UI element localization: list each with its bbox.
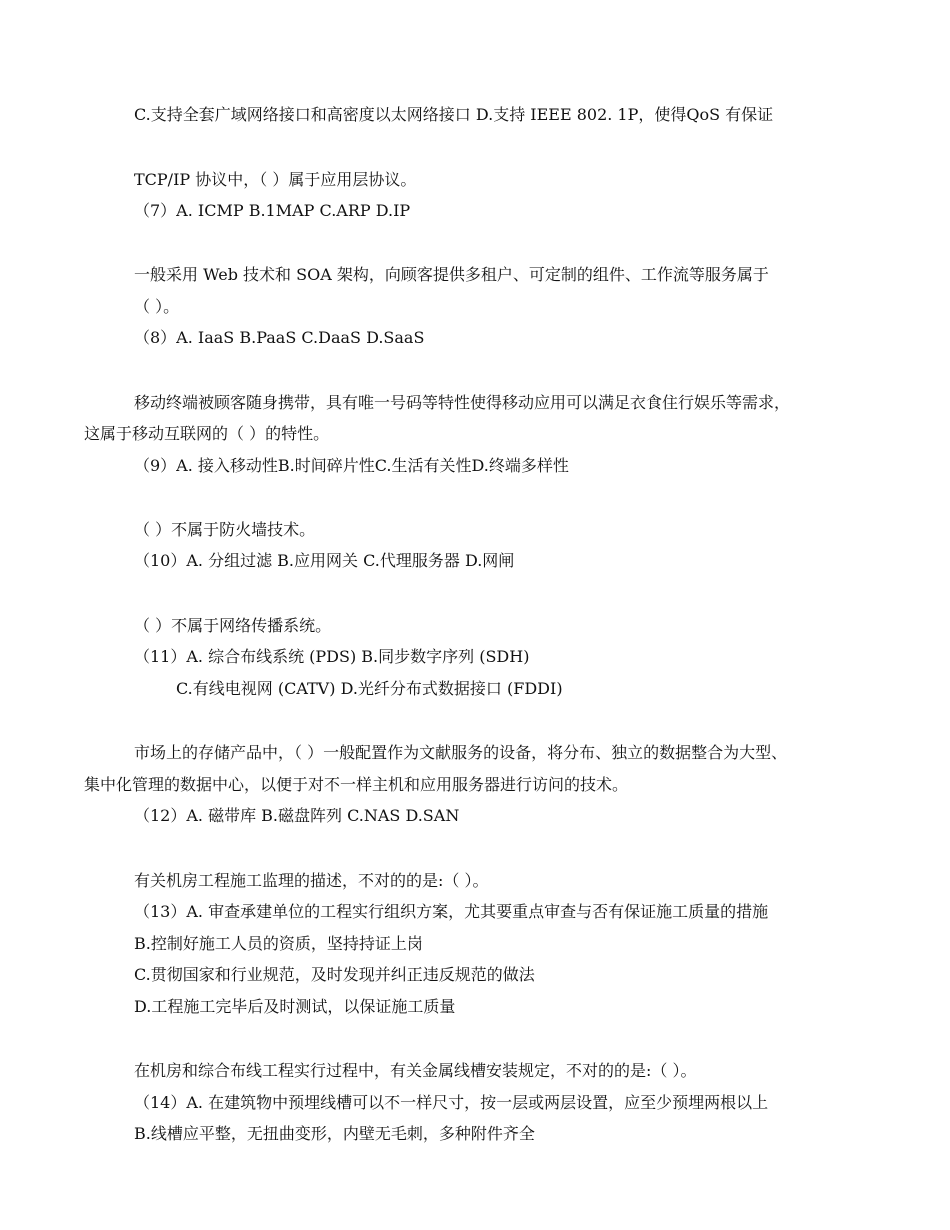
question-stem: （ ）不属于网络传播系统。 (134, 616, 332, 635)
question-options: （13）A. 审查承建单位的工程实行组织方案，尤其要重点审查与否有保证施工质量的措施 (134, 902, 769, 921)
question-stem: 市场上的存储产品中，（ ）一般配置作为文献服务的设备，将分布、独立的数据整合为大型、 (134, 743, 788, 762)
question-stem: 集中化管理的数据中心，以便于对不一样主机和应用服务器进行访问的技术。 (84, 775, 629, 794)
question-options: （12）A. 磁带库 B.磁盘阵列 C.NAS D.SAN (134, 806, 460, 825)
question-options: B.线槽应平整，无扭曲变形，内壁无毛刺，多种附件齐全 (134, 1124, 535, 1143)
question-options: （10）A. 分组过滤 B.应用网关 C.代理服务器 D.网闸 (134, 551, 515, 570)
question-stem: 有关机房工程施工监理的描述，不对的的是:（ ）。 (134, 871, 489, 890)
question-options: （14）A. 在建筑物中预埋线槽可以不一样尺寸，按一层或两层设置，应至少预埋两根以上 (134, 1093, 769, 1112)
question-options: B.控制好施工人员的资质，坚持持证上岗 (134, 934, 423, 953)
question-options: （11）A. 综合布线系统 (PDS) B.同步数字序列 (SDH) (134, 647, 530, 666)
question-options: D.工程施工完毕后及时测试，以保证施工质量 (134, 997, 456, 1016)
question-stem: （ ）不属于防火墙技术。 (134, 520, 316, 539)
question-options: C.有线电视网 (CATV) D.光纤分布式数据接口 (FDDI) (176, 679, 563, 698)
question-stem: 移动终端被顾客随身携带，具有唯一号码等特性使得移动应用可以满足衣食住行娱乐等需求， (134, 393, 791, 412)
question-stem: TCP/IP 协议中，（ ）属于应用层协议。 (134, 170, 417, 189)
text-line: C.支持全套广域网络接口和高密度以太网络接口 D.支持 IEEE 802. 1P，使得QoS 有保证 (134, 105, 774, 124)
question-options: （9）A. 接入移动性B.时间碎片性C.生活有关性D.终端多样性 (134, 456, 569, 475)
question-stem: 一般采用 Web 技术和 SOA 架构，向顾客提供多租户、可定制的组件、工作流等服务属于 (134, 265, 769, 284)
question-options: （8）A. IaaS B.PaaS C.DaaS D.SaaS (134, 328, 425, 347)
question-options: （7）A. ICMP B.1MAP C.ARP D.IP (134, 201, 411, 220)
question-stem: （ ）。 (134, 297, 180, 316)
question-stem: 这属于移动互联网的（ ）的特性。 (84, 424, 330, 443)
question-stem: 在机房和综合布线工程实行过程中，有关金属线槽安装规定，不对的的是:（ ）。 (134, 1061, 697, 1080)
question-options: C.贯彻国家和行业规范，及时发现并纠正违反规范的做法 (134, 965, 535, 984)
